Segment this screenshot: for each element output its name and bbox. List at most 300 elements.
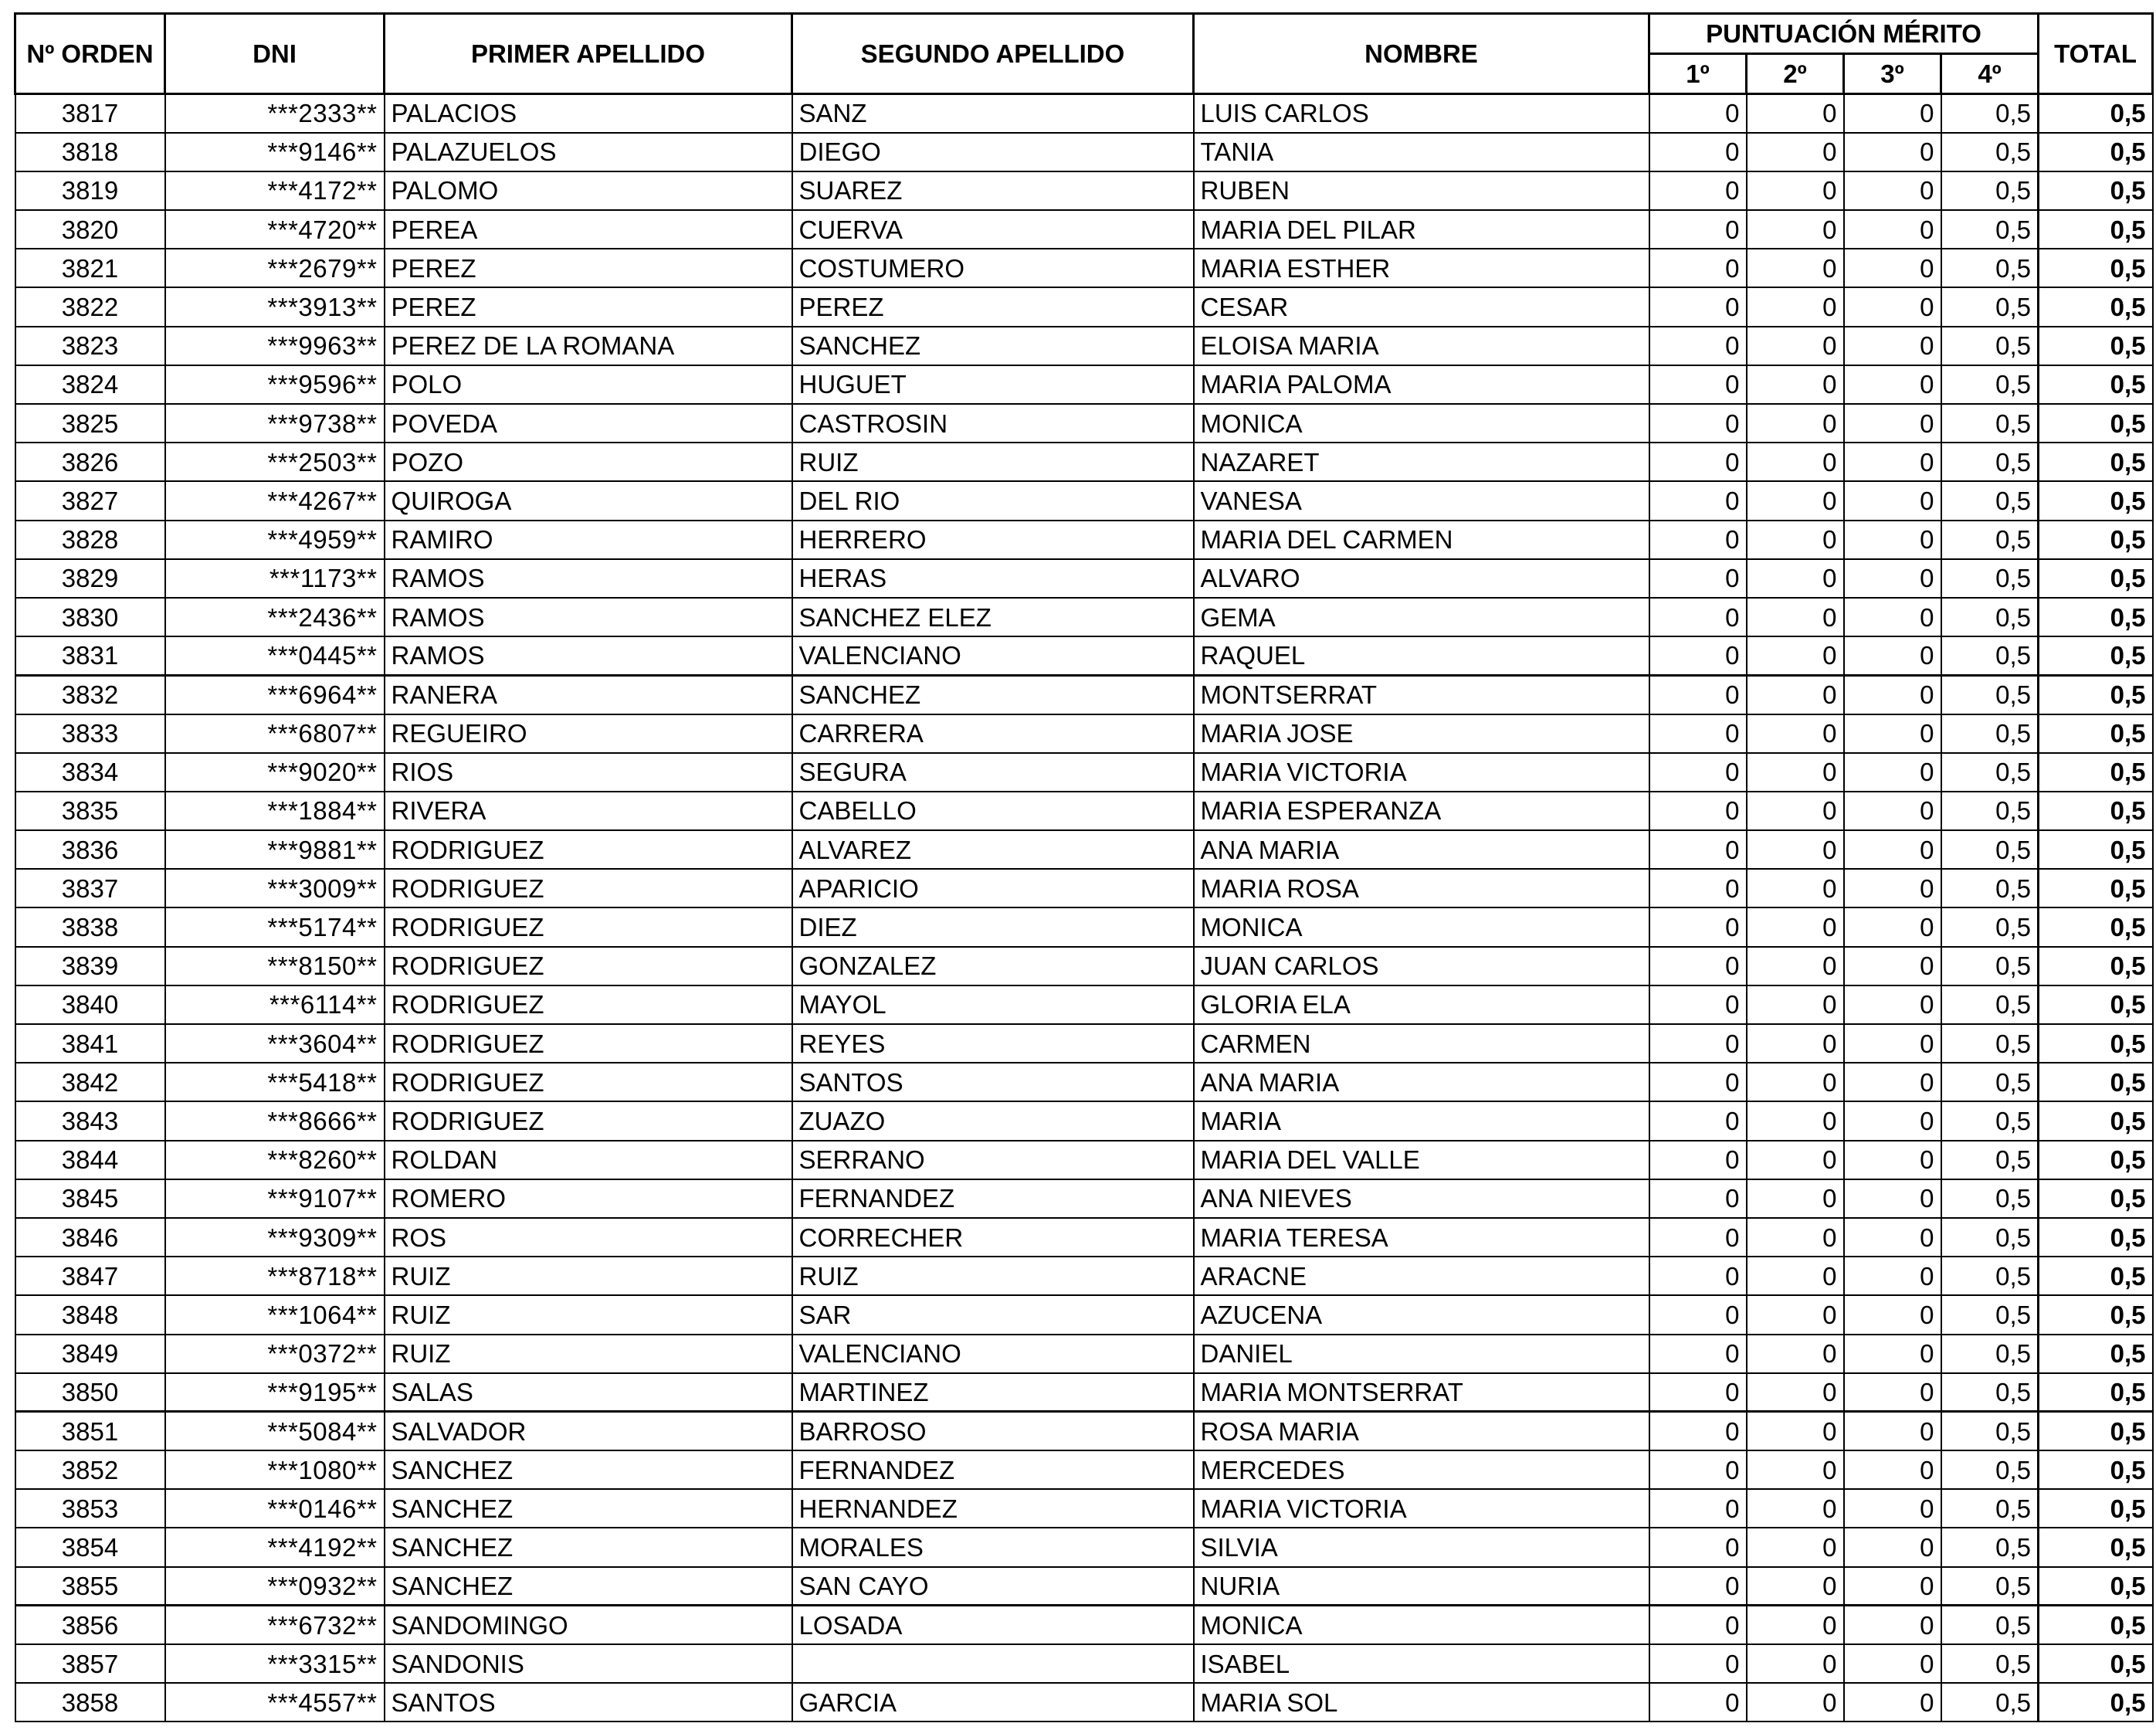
table-row <box>15 1335 2153 1373</box>
table-row <box>15 1257 2153 1295</box>
table-row <box>15 1528 2153 1566</box>
table-row <box>15 1412 2153 1450</box>
nombre-cell: MONICA <box>1194 1606 1649 1644</box>
nombre-cell: GEMA <box>1194 598 1649 636</box>
nombre-cell: CESAR <box>1194 287 1649 326</box>
dni-cell: ***5418** <box>165 1063 385 1101</box>
merit-4-cell: 0,5 <box>1941 1257 2039 1295</box>
total-cell: 0,5 <box>2039 792 2153 830</box>
merit-3-cell: 0 <box>1844 1063 1941 1101</box>
merit-4-cell: 0,5 <box>1941 1101 2039 1140</box>
nombre-cell: MARIA TERESA <box>1194 1218 1649 1257</box>
merit-2-cell: 0 <box>1747 1489 1844 1528</box>
merit-2-cell: 0 <box>1747 365 1844 404</box>
dni-cell: ***1064** <box>165 1295 385 1334</box>
table-row <box>15 675 2153 714</box>
merit-2-cell: 0 <box>1747 1141 1844 1179</box>
dni-cell: ***4192** <box>165 1528 385 1566</box>
merit-1-cell: 0 <box>1649 521 1747 559</box>
merit-2-cell: 0 <box>1747 985 1844 1024</box>
orden-cell: 3849 <box>15 1335 165 1373</box>
nombre-cell: ISABEL <box>1194 1644 1649 1683</box>
dni-cell: ***1884** <box>165 792 385 830</box>
merit-1-cell: 0 <box>1649 947 1747 985</box>
total-cell: 0,5 <box>2039 481 2153 520</box>
merit-4-cell: 0,5 <box>1941 133 2039 171</box>
dni-cell: ***3009** <box>165 869 385 907</box>
primer-apellido-cell: RODRIGUEZ <box>385 947 792 985</box>
col-header-dni: DNI <box>165 14 385 94</box>
segundo-apellido-cell: HERNANDEZ <box>792 1489 1194 1528</box>
table-row <box>15 907 2153 946</box>
merit-4-cell: 0,5 <box>1941 1179 2039 1218</box>
primer-apellido-cell: RANERA <box>385 675 792 714</box>
merit-3-cell: 0 <box>1844 287 1941 326</box>
primer-apellido-cell: RAMOS <box>385 636 792 675</box>
segundo-apellido-cell: ZUAZO <box>792 1101 1194 1140</box>
table-row <box>15 714 2153 753</box>
nombre-cell: GLORIA ELA <box>1194 985 1649 1024</box>
segundo-apellido-cell: SANCHEZ <box>792 327 1194 365</box>
total-cell: 0,5 <box>2039 753 2153 792</box>
merit-1-cell: 0 <box>1649 1528 1747 1566</box>
table-row <box>15 830 2153 869</box>
merit-1-cell: 0 <box>1649 598 1747 636</box>
nombre-cell: MARIA DEL PILAR <box>1194 210 1649 249</box>
dni-cell: ***2436** <box>165 598 385 636</box>
primer-apellido-cell: SALVADOR <box>385 1412 792 1450</box>
primer-apellido-cell: ROMERO <box>385 1179 792 1218</box>
merit-4-cell: 0,5 <box>1941 830 2039 869</box>
merit-2-cell: 0 <box>1747 1257 1844 1295</box>
table-row <box>15 287 2153 326</box>
merit-1-cell: 0 <box>1649 1489 1747 1528</box>
merit-1-cell: 0 <box>1649 171 1747 210</box>
merit-4-cell: 0,5 <box>1941 171 2039 210</box>
orden-cell: 3836 <box>15 830 165 869</box>
total-cell: 0,5 <box>2039 1218 2153 1257</box>
total-cell: 0,5 <box>2039 675 2153 714</box>
dni-cell: ***9881** <box>165 830 385 869</box>
primer-apellido-cell: PEREZ <box>385 287 792 326</box>
primer-apellido-cell: RODRIGUEZ <box>385 907 792 946</box>
merit-2-cell: 0 <box>1747 443 1844 481</box>
merit-3-cell: 0 <box>1844 1218 1941 1257</box>
nombre-cell: ANA NIEVES <box>1194 1179 1649 1218</box>
orden-cell: 3822 <box>15 287 165 326</box>
dni-cell: ***5174** <box>165 907 385 946</box>
merit-2-cell: 0 <box>1747 481 1844 520</box>
orden-cell: 3840 <box>15 985 165 1024</box>
table-row <box>15 636 2153 675</box>
nombre-cell: LUIS CARLOS <box>1194 94 1649 133</box>
merit-4-cell: 0,5 <box>1941 792 2039 830</box>
segundo-apellido-cell: RUIZ <box>792 443 1194 481</box>
orden-cell: 3842 <box>15 1063 165 1101</box>
segundo-apellido-cell: VALENCIANO <box>792 636 1194 675</box>
nombre-cell: NURIA <box>1194 1567 1649 1606</box>
primer-apellido-cell: RUIZ <box>385 1295 792 1334</box>
merit-4-cell: 0,5 <box>1941 1412 2039 1450</box>
nombre-cell: MARIA MONTSERRAT <box>1194 1373 1649 1412</box>
col-header-merit-3: 3º <box>1844 54 1941 94</box>
merit-1-cell: 0 <box>1649 830 1747 869</box>
merit-1-cell: 0 <box>1649 1218 1747 1257</box>
merit-3-cell: 0 <box>1844 1683 1941 1722</box>
col-header-merit-2: 2º <box>1747 54 1844 94</box>
merit-4-cell: 0,5 <box>1941 1141 2039 1179</box>
orden-cell: 3823 <box>15 327 165 365</box>
dni-cell: ***6114** <box>165 985 385 1024</box>
nombre-cell: RAQUEL <box>1194 636 1649 675</box>
segundo-apellido-cell: DIEZ <box>792 907 1194 946</box>
table-row <box>15 1489 2153 1528</box>
merit-1-cell: 0 <box>1649 210 1747 249</box>
orden-cell: 3830 <box>15 598 165 636</box>
merit-1-cell: 0 <box>1649 1141 1747 1179</box>
table-row <box>15 985 2153 1024</box>
segundo-apellido-cell: FERNANDEZ <box>792 1179 1194 1218</box>
dni-cell: ***9309** <box>165 1218 385 1257</box>
merit-score-table <box>14 12 2154 1722</box>
primer-apellido-cell: PALACIOS <box>385 94 792 133</box>
table-row <box>15 171 2153 210</box>
merit-2-cell: 0 <box>1747 1412 1844 1450</box>
orden-cell: 3821 <box>15 249 165 287</box>
total-cell: 0,5 <box>2039 1373 2153 1412</box>
primer-apellido-cell: SANCHEZ <box>385 1528 792 1566</box>
merit-2-cell: 0 <box>1747 1295 1844 1334</box>
orden-cell: 3838 <box>15 907 165 946</box>
merit-3-cell: 0 <box>1844 636 1941 675</box>
primer-apellido-cell: PALOMO <box>385 171 792 210</box>
merit-1-cell: 0 <box>1649 249 1747 287</box>
merit-2-cell: 0 <box>1747 675 1844 714</box>
dni-cell: ***3604** <box>165 1024 385 1063</box>
merit-3-cell: 0 <box>1844 675 1941 714</box>
dni-cell: ***9596** <box>165 365 385 404</box>
segundo-apellido-cell: SERRANO <box>792 1141 1194 1179</box>
dni-cell: ***9195** <box>165 1373 385 1412</box>
merit-3-cell: 0 <box>1844 1644 1941 1683</box>
merit-3-cell: 0 <box>1844 1335 1941 1373</box>
nombre-cell: ANA MARIA <box>1194 1063 1649 1101</box>
total-cell: 0,5 <box>2039 1450 2153 1489</box>
total-cell: 0,5 <box>2039 1179 2153 1218</box>
table-row <box>15 327 2153 365</box>
segundo-apellido-cell: REYES <box>792 1024 1194 1063</box>
dni-cell: ***6807** <box>165 714 385 753</box>
primer-apellido-cell: RODRIGUEZ <box>385 1063 792 1101</box>
col-header-puntuacion-merito: PUNTUACIÓN MÉRITO <box>1649 14 2039 54</box>
total-cell: 0,5 <box>2039 1567 2153 1606</box>
dni-cell: ***0932** <box>165 1567 385 1606</box>
merit-3-cell: 0 <box>1844 1179 1941 1218</box>
segundo-apellido-cell: SANCHEZ ELEZ <box>792 598 1194 636</box>
orden-cell: 3828 <box>15 521 165 559</box>
col-header-orden: Nº ORDEN <box>15 14 165 94</box>
orden-cell: 3827 <box>15 481 165 520</box>
orden-cell: 3829 <box>15 559 165 598</box>
merit-3-cell: 0 <box>1844 521 1941 559</box>
primer-apellido-cell: ROS <box>385 1218 792 1257</box>
nombre-cell: ANA MARIA <box>1194 830 1649 869</box>
merit-3-cell: 0 <box>1844 947 1941 985</box>
total-cell: 0,5 <box>2039 1141 2153 1179</box>
merit-1-cell: 0 <box>1649 675 1747 714</box>
merit-1-cell: 0 <box>1649 714 1747 753</box>
merit-2-cell: 0 <box>1747 327 1844 365</box>
segundo-apellido-cell: APARICIO <box>792 869 1194 907</box>
orden-cell: 3844 <box>15 1141 165 1179</box>
segundo-apellido-cell: DIEGO <box>792 133 1194 171</box>
primer-apellido-cell: ROLDAN <box>385 1141 792 1179</box>
orden-cell: 3855 <box>15 1567 165 1606</box>
merit-2-cell: 0 <box>1747 133 1844 171</box>
total-cell: 0,5 <box>2039 1024 2153 1063</box>
merit-1-cell: 0 <box>1649 1063 1747 1101</box>
primer-apellido-cell: RIVERA <box>385 792 792 830</box>
total-cell: 0,5 <box>2039 1257 2153 1295</box>
dni-cell: ***9107** <box>165 1179 385 1218</box>
col-header-total: TOTAL <box>2039 14 2153 94</box>
segundo-apellido-cell: FERNANDEZ <box>792 1450 1194 1489</box>
merit-2-cell: 0 <box>1747 559 1844 598</box>
orden-cell: 3835 <box>15 792 165 830</box>
segundo-apellido-cell <box>792 1644 1194 1683</box>
primer-apellido-cell: PEREZ DE LA ROMANA <box>385 327 792 365</box>
col-header-segundo-apellido: SEGUNDO APELLIDO <box>792 14 1194 94</box>
nombre-cell: MERCEDES <box>1194 1450 1649 1489</box>
table-row <box>15 947 2153 985</box>
segundo-apellido-cell: CUERVA <box>792 210 1194 249</box>
dni-cell: ***0146** <box>165 1489 385 1528</box>
dni-cell: ***9146** <box>165 133 385 171</box>
dni-cell: ***1080** <box>165 1450 385 1489</box>
orden-cell: 3837 <box>15 869 165 907</box>
total-cell: 0,5 <box>2039 327 2153 365</box>
total-cell: 0,5 <box>2039 1063 2153 1101</box>
merit-2-cell: 0 <box>1747 1024 1844 1063</box>
orden-cell: 3841 <box>15 1024 165 1063</box>
merit-4-cell: 0,5 <box>1941 753 2039 792</box>
orden-cell: 3845 <box>15 1179 165 1218</box>
merit-1-cell: 0 <box>1649 985 1747 1024</box>
table-row <box>15 133 2153 171</box>
merit-3-cell: 0 <box>1844 133 1941 171</box>
orden-cell: 3834 <box>15 753 165 792</box>
table-row <box>15 1295 2153 1334</box>
total-cell: 0,5 <box>2039 1489 2153 1528</box>
orden-cell: 3818 <box>15 133 165 171</box>
table-body <box>15 94 2153 1722</box>
merit-1-cell: 0 <box>1649 1179 1747 1218</box>
merit-3-cell: 0 <box>1844 869 1941 907</box>
segundo-apellido-cell: HUGUET <box>792 365 1194 404</box>
merit-1-cell: 0 <box>1649 1373 1747 1412</box>
orden-cell: 3851 <box>15 1412 165 1450</box>
nombre-cell: DANIEL <box>1194 1335 1649 1373</box>
segundo-apellido-cell: CORRECHER <box>792 1218 1194 1257</box>
merit-1-cell: 0 <box>1649 94 1747 133</box>
table-row <box>15 1024 2153 1063</box>
merit-1-cell: 0 <box>1649 443 1747 481</box>
primer-apellido-cell: REGUEIRO <box>385 714 792 753</box>
nombre-cell: MARIA <box>1194 1101 1649 1140</box>
merit-1-cell: 0 <box>1649 1450 1747 1489</box>
merit-2-cell: 0 <box>1747 1373 1844 1412</box>
merit-1-cell: 0 <box>1649 1024 1747 1063</box>
merit-2-cell: 0 <box>1747 598 1844 636</box>
merit-2-cell: 0 <box>1747 1335 1844 1373</box>
merit-4-cell: 0,5 <box>1941 1063 2039 1101</box>
segundo-apellido-cell: DEL RIO <box>792 481 1194 520</box>
primer-apellido-cell: SANDONIS <box>385 1644 792 1683</box>
merit-4-cell: 0,5 <box>1941 675 2039 714</box>
nombre-cell: MARIA ESPERANZA <box>1194 792 1649 830</box>
total-cell: 0,5 <box>2039 210 2153 249</box>
total-cell: 0,5 <box>2039 947 2153 985</box>
merit-3-cell: 0 <box>1844 1295 1941 1334</box>
primer-apellido-cell: RUIZ <box>385 1257 792 1295</box>
merit-4-cell: 0,5 <box>1941 1683 2039 1722</box>
merit-2-cell: 0 <box>1747 1063 1844 1101</box>
dni-cell: ***9738** <box>165 404 385 443</box>
merit-4-cell: 0,5 <box>1941 365 2039 404</box>
table-row <box>15 365 2153 404</box>
merit-3-cell: 0 <box>1844 1489 1941 1528</box>
merit-2-cell: 0 <box>1747 714 1844 753</box>
nombre-cell: CARMEN <box>1194 1024 1649 1063</box>
total-cell: 0,5 <box>2039 830 2153 869</box>
merit-4-cell: 0,5 <box>1941 1295 2039 1334</box>
merit-1-cell: 0 <box>1649 753 1747 792</box>
col-header-nombre: NOMBRE <box>1194 14 1649 94</box>
primer-apellido-cell: RODRIGUEZ <box>385 1024 792 1063</box>
dni-cell: ***8150** <box>165 947 385 985</box>
dni-cell: ***9020** <box>165 753 385 792</box>
merit-3-cell: 0 <box>1844 753 1941 792</box>
col-header-merit-1: 1º <box>1649 54 1747 94</box>
merit-2-cell: 0 <box>1747 1101 1844 1140</box>
total-cell: 0,5 <box>2039 636 2153 675</box>
dni-cell: ***8666** <box>165 1101 385 1140</box>
table-row <box>15 1683 2153 1722</box>
merit-3-cell: 0 <box>1844 1257 1941 1295</box>
dni-cell: ***2679** <box>165 249 385 287</box>
col-header-merit-4: 4º <box>1941 54 2039 94</box>
dni-cell: ***6964** <box>165 675 385 714</box>
segundo-apellido-cell: CABELLO <box>792 792 1194 830</box>
segundo-apellido-cell: MAYOL <box>792 985 1194 1024</box>
nombre-cell: JUAN CARLOS <box>1194 947 1649 985</box>
merit-4-cell: 0,5 <box>1941 636 2039 675</box>
merit-1-cell: 0 <box>1649 1606 1747 1644</box>
primer-apellido-cell: RODRIGUEZ <box>385 830 792 869</box>
nombre-cell: ARACNE <box>1194 1257 1649 1295</box>
segundo-apellido-cell: ALVAREZ <box>792 830 1194 869</box>
nombre-cell: MONTSERRAT <box>1194 675 1649 714</box>
merit-4-cell: 0,5 <box>1941 1489 2039 1528</box>
table-row <box>15 869 2153 907</box>
merit-1-cell: 0 <box>1649 869 1747 907</box>
merit-3-cell: 0 <box>1844 1024 1941 1063</box>
merit-3-cell: 0 <box>1844 1373 1941 1412</box>
primer-apellido-cell: SANCHEZ <box>385 1450 792 1489</box>
total-cell: 0,5 <box>2039 404 2153 443</box>
merit-2-cell: 0 <box>1747 1683 1844 1722</box>
merit-3-cell: 0 <box>1844 1101 1941 1140</box>
table-row <box>15 404 2153 443</box>
merit-1-cell: 0 <box>1649 1683 1747 1722</box>
col-header-primer-apellido: PRIMER APELLIDO <box>385 14 792 94</box>
merit-2-cell: 0 <box>1747 753 1844 792</box>
table-row <box>15 521 2153 559</box>
primer-apellido-cell: POLO <box>385 365 792 404</box>
segundo-apellido-cell: CARRERA <box>792 714 1194 753</box>
orden-cell: 3856 <box>15 1606 165 1644</box>
merit-3-cell: 0 <box>1844 559 1941 598</box>
merit-4-cell: 0,5 <box>1941 210 2039 249</box>
merit-3-cell: 0 <box>1844 714 1941 753</box>
table-row <box>15 792 2153 830</box>
merit-1-cell: 0 <box>1649 792 1747 830</box>
orden-cell: 3826 <box>15 443 165 481</box>
total-cell: 0,5 <box>2039 598 2153 636</box>
merit-2-cell: 0 <box>1747 792 1844 830</box>
merit-4-cell: 0,5 <box>1941 1606 2039 1644</box>
segundo-apellido-cell: SAN CAYO <box>792 1567 1194 1606</box>
table-row <box>15 1606 2153 1644</box>
merit-1-cell: 0 <box>1649 404 1747 443</box>
total-cell: 0,5 <box>2039 249 2153 287</box>
table-row <box>15 210 2153 249</box>
merit-3-cell: 0 <box>1844 985 1941 1024</box>
primer-apellido-cell: RODRIGUEZ <box>385 1101 792 1140</box>
total-cell: 0,5 <box>2039 521 2153 559</box>
orden-cell: 3852 <box>15 1450 165 1489</box>
dni-cell: ***0372** <box>165 1335 385 1373</box>
segundo-apellido-cell: GARCIA <box>792 1683 1194 1722</box>
merit-2-cell: 0 <box>1747 1450 1844 1489</box>
primer-apellido-cell: RIOS <box>385 753 792 792</box>
nombre-cell: MARIA DEL CARMEN <box>1194 521 1649 559</box>
primer-apellido-cell: SANDOMINGO <box>385 1606 792 1644</box>
total-cell: 0,5 <box>2039 559 2153 598</box>
merit-2-cell: 0 <box>1747 1567 1844 1606</box>
orden-cell: 3854 <box>15 1528 165 1566</box>
total-cell: 0,5 <box>2039 1295 2153 1334</box>
dni-cell: ***9963** <box>165 327 385 365</box>
merit-1-cell: 0 <box>1649 1567 1747 1606</box>
orden-cell: 3817 <box>15 94 165 133</box>
primer-apellido-cell: SANCHEZ <box>385 1489 792 1528</box>
total-cell: 0,5 <box>2039 365 2153 404</box>
merit-4-cell: 0,5 <box>1941 559 2039 598</box>
table-row <box>15 481 2153 520</box>
merit-4-cell: 0,5 <box>1941 404 2039 443</box>
nombre-cell: ALVARO <box>1194 559 1649 598</box>
merit-2-cell: 0 <box>1747 94 1844 133</box>
merit-3-cell: 0 <box>1844 1412 1941 1450</box>
merit-4-cell: 0,5 <box>1941 714 2039 753</box>
segundo-apellido-cell: SEGURA <box>792 753 1194 792</box>
merit-3-cell: 0 <box>1844 171 1941 210</box>
merit-2-cell: 0 <box>1747 404 1844 443</box>
table-row <box>15 1567 2153 1606</box>
orden-cell: 3853 <box>15 1489 165 1528</box>
total-cell: 0,5 <box>2039 287 2153 326</box>
